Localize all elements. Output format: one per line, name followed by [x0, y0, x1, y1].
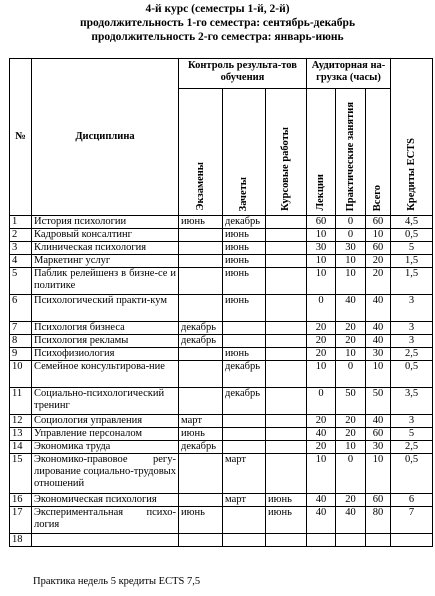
row-lectures: 10	[307, 268, 336, 295]
row-discipline: Экономика труда	[32, 441, 179, 454]
row-ects: 4,5	[391, 216, 433, 229]
column-group-control: Контроль результа-тов обучения	[179, 59, 307, 89]
row-zachet	[223, 322, 266, 335]
row-number: 14	[10, 441, 32, 454]
row-practice: 0	[336, 229, 366, 242]
table-row	[10, 229, 433, 242]
row-number: 12	[10, 415, 32, 428]
row-zachet: июнь	[223, 242, 266, 255]
row-ects: 2,5	[391, 348, 433, 361]
row-exam	[179, 295, 223, 322]
row-total: 50	[366, 388, 391, 415]
row-total	[366, 534, 391, 547]
row-lectures: 60	[307, 216, 336, 229]
row-total: 10	[366, 229, 391, 242]
row-ects: 3	[391, 335, 433, 348]
row-ects	[391, 534, 433, 547]
table-row	[10, 534, 433, 547]
row-discipline: Экономико-правовое регу-лирование социально-трудовых отношений	[32, 454, 179, 494]
row-ects: 6	[391, 494, 433, 507]
row-practice: 40	[336, 507, 366, 534]
row-number: 11	[10, 388, 32, 415]
row-number: 8	[10, 335, 32, 348]
row-practice: 10	[336, 441, 366, 454]
row-total: 20	[366, 268, 391, 295]
header-line-course: 4-й курс (семестры 1-й, 2-й)	[145, 3, 290, 15]
row-discipline: Социально-психологический тренинг	[32, 388, 179, 415]
row-lectures: 30	[307, 242, 336, 255]
table-row	[10, 268, 433, 295]
row-discipline: Психологический практи-кум	[32, 295, 179, 322]
table-row	[10, 494, 433, 507]
table-row	[10, 216, 433, 229]
row-coursework	[266, 216, 307, 229]
row-ects: 5	[391, 242, 433, 255]
row-practice: 20	[336, 322, 366, 335]
column-header-lectures: Лекции	[307, 89, 336, 216]
row-exam: июнь	[179, 428, 223, 441]
row-coursework: июнь	[266, 507, 307, 534]
table-row	[10, 415, 433, 428]
row-lectures	[307, 534, 336, 547]
column-header-ects: Кредиты ECTS	[391, 59, 433, 216]
row-total: 60	[366, 216, 391, 229]
row-lectures: 20	[307, 441, 336, 454]
row-exam: июнь	[179, 216, 223, 229]
row-practice: 0	[336, 216, 366, 229]
row-exam	[179, 494, 223, 507]
row-discipline: Семейное консультирова-ние	[32, 361, 179, 388]
row-number: 3	[10, 242, 32, 255]
row-practice: 20	[336, 415, 366, 428]
row-zachet	[223, 507, 266, 534]
table-row	[10, 507, 433, 534]
row-practice: 10	[336, 268, 366, 295]
row-exam: июнь	[179, 507, 223, 534]
row-exam: март	[179, 415, 223, 428]
row-practice: 0	[336, 361, 366, 388]
row-number: 16	[10, 494, 32, 507]
row-zachet: март	[223, 454, 266, 494]
row-zachet: июнь	[223, 295, 266, 322]
row-coursework	[266, 335, 307, 348]
column-header-practice: Практические занятия	[336, 89, 366, 216]
row-coursework: июнь	[266, 494, 307, 507]
row-discipline	[32, 534, 179, 547]
row-exam: декабрь	[179, 335, 223, 348]
row-coursework	[266, 295, 307, 322]
row-lectures: 20	[307, 335, 336, 348]
row-exam	[179, 255, 223, 268]
row-exam	[179, 348, 223, 361]
row-exam: декабрь	[179, 322, 223, 335]
row-ects: 0,5	[391, 229, 433, 242]
row-total: 80	[366, 507, 391, 534]
row-discipline: Экспериментальная психо-логия	[32, 507, 179, 534]
document-header	[0, 2, 435, 44]
row-number: 9	[10, 348, 32, 361]
row-zachet: март	[223, 494, 266, 507]
row-coursework	[266, 441, 307, 454]
table-row	[10, 428, 433, 441]
row-total: 30	[366, 348, 391, 361]
row-number: 18	[10, 534, 32, 547]
row-ects: 7	[391, 507, 433, 534]
row-coursework	[266, 361, 307, 388]
row-exam	[179, 454, 223, 494]
row-ects: 1,5	[391, 255, 433, 268]
row-zachet	[223, 428, 266, 441]
row-discipline: Психофизиология	[32, 348, 179, 361]
row-zachet: декабрь	[223, 388, 266, 415]
table-row	[10, 348, 433, 361]
row-coursework	[266, 268, 307, 295]
row-practice: 20	[336, 428, 366, 441]
row-exam	[179, 388, 223, 415]
row-exam	[179, 229, 223, 242]
row-discipline: Управление персоналом	[32, 428, 179, 441]
row-total: 60	[366, 428, 391, 441]
row-zachet	[223, 335, 266, 348]
row-ects: 2,5	[391, 441, 433, 454]
row-total: 40	[366, 335, 391, 348]
row-lectures: 0	[307, 295, 336, 322]
row-lectures: 40	[307, 507, 336, 534]
row-number: 6	[10, 295, 32, 322]
row-total: 10	[366, 454, 391, 494]
row-coursework	[266, 388, 307, 415]
row-practice: 20	[336, 494, 366, 507]
header-line-semester-1: продолжительность 1-го семестра: сентябрь-декабрь	[79, 17, 356, 29]
row-zachet: июнь	[223, 255, 266, 268]
row-zachet: июнь	[223, 348, 266, 361]
row-discipline: Кадровый консалтинг	[32, 229, 179, 242]
row-coursework	[266, 534, 307, 547]
row-coursework	[266, 348, 307, 361]
row-number: 4	[10, 255, 32, 268]
row-lectures: 20	[307, 348, 336, 361]
row-coursework	[266, 428, 307, 441]
row-lectures: 20	[307, 415, 336, 428]
row-ects: 5	[391, 428, 433, 441]
row-zachet: декабрь	[223, 361, 266, 388]
header-line-semester-2: продолжительность 2-го семестра: январь-июнь	[91, 31, 344, 43]
row-number: 10	[10, 361, 32, 388]
row-ects: 3	[391, 415, 433, 428]
row-coursework	[266, 454, 307, 494]
row-discipline: Экономическая психология	[32, 494, 179, 507]
row-practice: 10	[336, 255, 366, 268]
row-practice: 0	[336, 454, 366, 494]
curriculum-table	[9, 58, 433, 547]
row-zachet: июнь	[223, 229, 266, 242]
table-row	[10, 295, 433, 322]
row-practice: 10	[336, 348, 366, 361]
column-group-load: Аудиторная на-грузка (часы)	[307, 59, 391, 89]
row-discipline: Клиническая психология	[32, 242, 179, 255]
row-coursework	[266, 242, 307, 255]
row-number: 1	[10, 216, 32, 229]
column-header-coursework: Курсовые работы	[266, 89, 307, 216]
table-row	[10, 335, 433, 348]
row-exam	[179, 268, 223, 295]
row-discipline: Психология рекламы	[32, 335, 179, 348]
row-ects: 3	[391, 295, 433, 322]
row-number: 15	[10, 454, 32, 494]
row-zachet: декабрь	[223, 216, 266, 229]
table-row	[10, 361, 433, 388]
row-coursework	[266, 322, 307, 335]
table-row	[10, 242, 433, 255]
row-lectures: 0	[307, 388, 336, 415]
row-ects: 3,5	[391, 388, 433, 415]
row-total: 20	[366, 255, 391, 268]
row-lectures: 10	[307, 361, 336, 388]
row-number: 5	[10, 268, 32, 295]
row-ects: 0,5	[391, 361, 433, 388]
row-practice	[336, 534, 366, 547]
row-lectures: 10	[307, 454, 336, 494]
row-total: 40	[366, 415, 391, 428]
row-total: 30	[366, 441, 391, 454]
row-ects: 0,5	[391, 454, 433, 494]
row-practice: 30	[336, 242, 366, 255]
row-discipline: Паблик релейшенз в бизне-се и политике	[32, 268, 179, 295]
row-ects: 1,5	[391, 268, 433, 295]
row-zachet: июнь	[223, 268, 266, 295]
footer-practice-note: Практика недель 5 кредиты ECTS 7,5	[33, 576, 201, 587]
row-number: 2	[10, 229, 32, 242]
column-header-total: Всего	[366, 89, 391, 216]
row-practice: 40	[336, 295, 366, 322]
row-lectures: 10	[307, 255, 336, 268]
row-lectures: 20	[307, 322, 336, 335]
row-practice: 20	[336, 335, 366, 348]
table-row	[10, 322, 433, 335]
row-zachet	[223, 534, 266, 547]
table-row	[10, 454, 433, 494]
row-coursework	[266, 229, 307, 242]
row-total: 60	[366, 494, 391, 507]
row-zachet	[223, 441, 266, 454]
row-total: 40	[366, 295, 391, 322]
row-total: 40	[366, 322, 391, 335]
row-number: 7	[10, 322, 32, 335]
row-discipline: Маркетинг услуг	[32, 255, 179, 268]
row-ects: 3	[391, 322, 433, 335]
row-exam	[179, 242, 223, 255]
row-number: 17	[10, 507, 32, 534]
table-header-row-groups	[10, 59, 433, 89]
column-header-number: №	[10, 59, 32, 216]
table-row	[10, 388, 433, 415]
row-discipline: Психология бизнеса	[32, 322, 179, 335]
column-header-discipline: Дисциплина	[32, 59, 179, 216]
row-coursework	[266, 255, 307, 268]
row-total: 60	[366, 242, 391, 255]
row-number: 13	[10, 428, 32, 441]
row-exam	[179, 361, 223, 388]
row-exam: декабрь	[179, 441, 223, 454]
row-lectures: 40	[307, 494, 336, 507]
row-coursework	[266, 415, 307, 428]
row-lectures: 40	[307, 428, 336, 441]
table-row	[10, 255, 433, 268]
column-header-zachety: Зачеты	[223, 89, 266, 216]
row-discipline: История психологии	[32, 216, 179, 229]
row-practice: 50	[336, 388, 366, 415]
column-header-exams: Экзамены	[179, 89, 223, 216]
row-exam	[179, 534, 223, 547]
row-total: 10	[366, 361, 391, 388]
row-zachet	[223, 415, 266, 428]
row-lectures: 10	[307, 229, 336, 242]
table-row	[10, 441, 433, 454]
row-discipline: Социология управления	[32, 415, 179, 428]
